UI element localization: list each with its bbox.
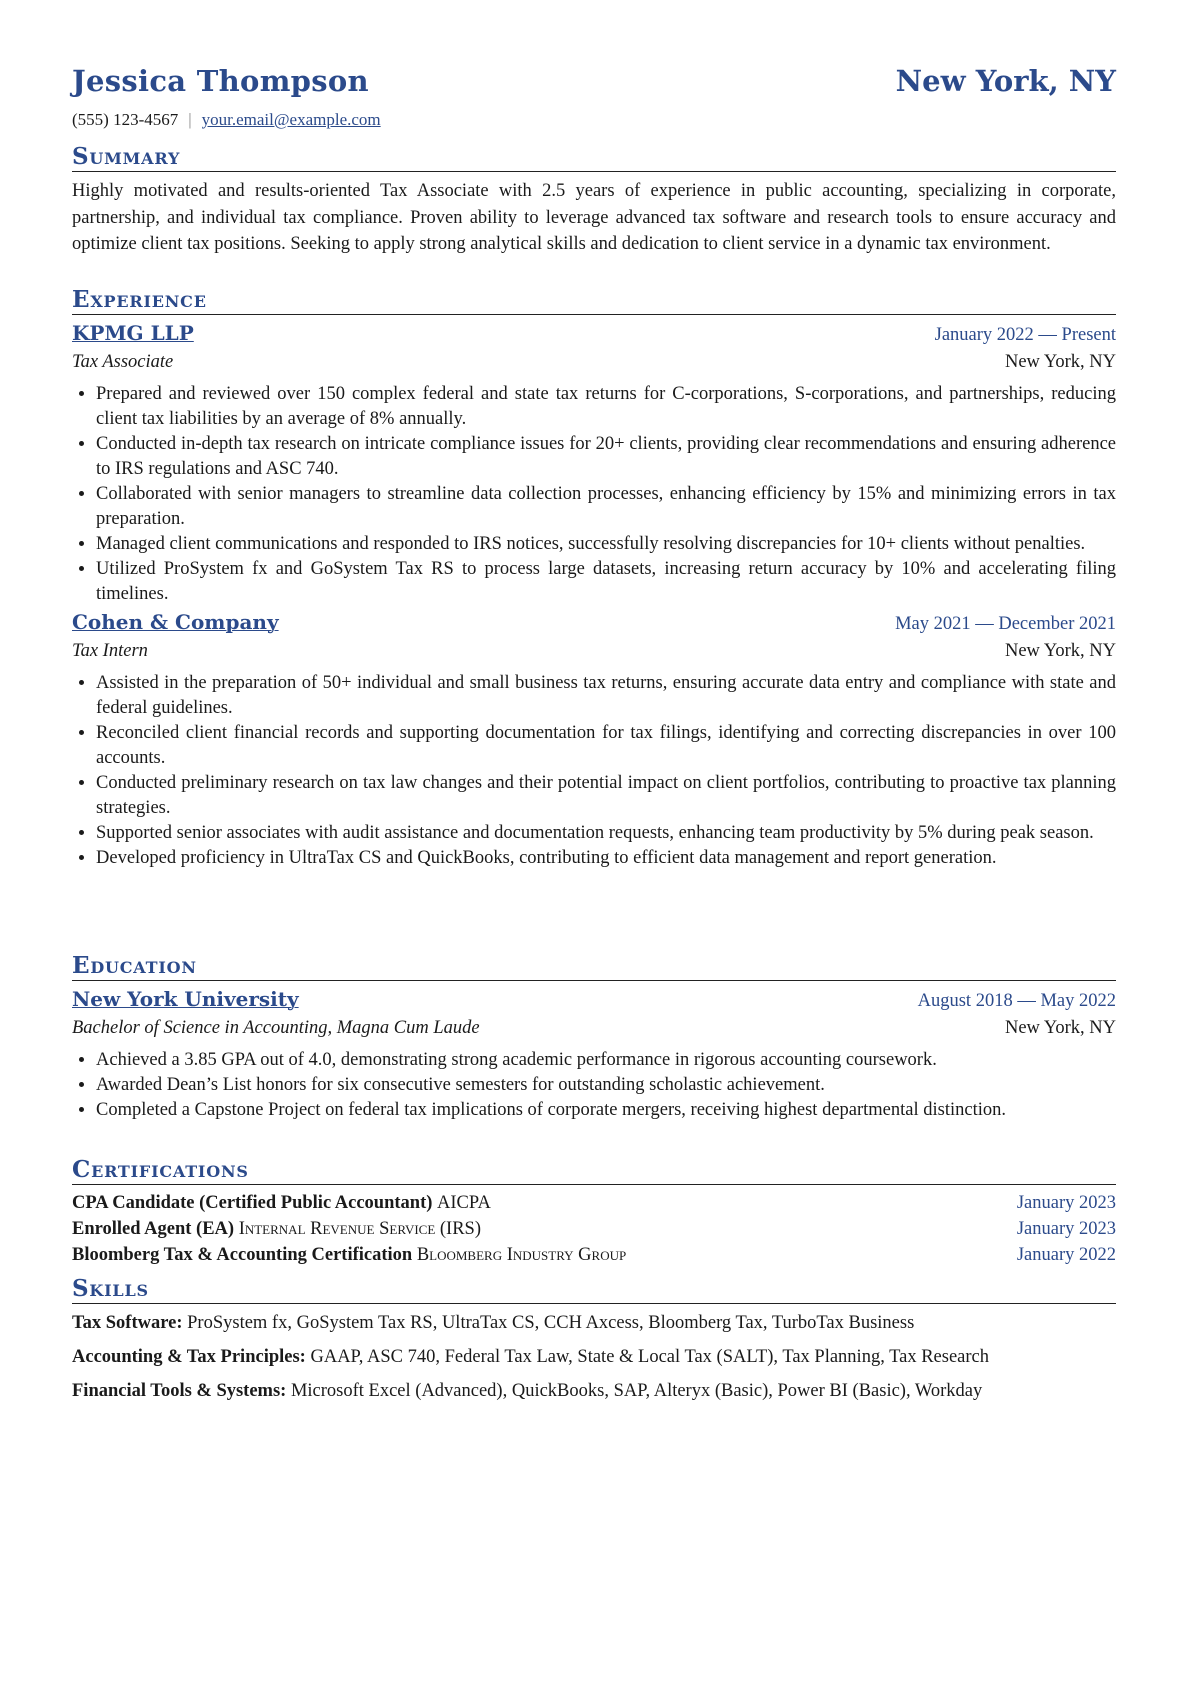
contact-line	[72, 110, 381, 130]
job-dates: January 2022 — Present	[934, 325, 1116, 345]
skill-value: GAAP, ASC 740, Federal Tax Law, State & Local Tax (SALT), Tax Planning, Tax Research	[310, 1347, 990, 1367]
list-item: • Awarded Dean’s List honors for six consecutive semesters for outstanding scholastic achievement.	[96, 1073, 1116, 1098]
skill-value: ProSystem fx, GoSystem Tax RS, UltraTax CS, CCH Axcess, Bloomberg Tax, TurboTax Business	[187, 1313, 915, 1333]
experience-section	[72, 286, 1116, 871]
certification-row	[72, 1216, 1116, 1242]
job-location: New York, NY	[1004, 641, 1116, 661]
email-link[interactable]: your.email@example.com	[201, 110, 381, 129]
list-item: • Conducted in-depth tax research on intricate compliance issues for 20+ clients, providing clear recommendations and ensuring adherence to IRS regulations and ASC 740.	[96, 432, 1116, 482]
job-entry-header	[72, 320, 1116, 376]
list-item: • Reconciled client financial records and supporting documentation for tax filings, identifying and correcting discrepancies in over 100 accounts.	[96, 721, 1116, 771]
job-bullets	[72, 382, 1116, 607]
list-item: • Prepared and reviewed over 150 complex federal and state tax returns for C-corporations, S-corporations, and partnerships, reducing client tax liabilities by an average of 8% annually.	[96, 382, 1116, 432]
certification-name: CPA Candidate (Certified Public Accountant)	[72, 1193, 433, 1213]
job-role: Tax Intern	[72, 641, 148, 661]
certification-row	[72, 1242, 1116, 1268]
degree: Bachelor of Science in Accounting, Magna Cum Laude	[72, 1018, 480, 1038]
certifications-section	[72, 1156, 1116, 1268]
list-item: • Supported senior associates with audit assistance and documentation requests, enhancing team productivity by 5% during peak season.	[96, 821, 1116, 846]
school-link[interactable]: New York University	[72, 987, 299, 1011]
education-dates: August 2018 — May 2022	[917, 991, 1116, 1011]
candidate-name: Jessica Thompson	[72, 64, 369, 98]
education-section	[72, 952, 1116, 1123]
education-location: New York, NY	[1004, 1018, 1116, 1038]
company-link[interactable]: KPMG LLP	[72, 321, 194, 345]
list-item: • Collaborated with senior managers to streamline data collection processes, enhancing efficiency by 15% and minimizing errors in tax preparation.	[96, 482, 1116, 532]
list-item: • Conducted preliminary research on tax law changes and their potential impact on client portfolios, contributing to proactive tax planning strategies.	[96, 771, 1116, 821]
section-title-summary: Summary	[72, 143, 1116, 172]
job-bullets	[72, 671, 1116, 871]
list-item: • Completed a Capstone Project on federal tax implications of corporate mergers, receiving highest departmental distinction.	[96, 1098, 1116, 1123]
section-title-experience: Experience	[72, 286, 1116, 315]
section-title-education: Education	[72, 952, 1116, 981]
list-item: • Assisted in the preparation of 50+ individual and small business tax returns, ensuring accurate data entry and compliance with state and federal guidelines.	[96, 671, 1116, 721]
list-item: • Developed proficiency in UltraTax CS and QuickBooks, contributing to efficient data management and report generation.	[96, 846, 1116, 871]
header-location: New York, NY	[895, 64, 1116, 98]
company-link[interactable]: Cohen & Company	[72, 610, 279, 634]
certification-name: Enrolled Agent (EA)	[72, 1219, 235, 1239]
skill-row	[72, 1311, 1116, 1336]
skill-value: Microsoft Excel (Advanced), QuickBooks, SAP, Alteryx (Basic), Power BI (Basic), Workday	[290, 1381, 983, 1401]
list-item: • Utilized ProSystem fx and GoSystem Tax RS to process large datasets, increasing return accuracy by 10% and accelerating filing timelines.	[96, 557, 1116, 607]
section-title-certifications: Certifications	[72, 1156, 1116, 1185]
job-entry-header	[72, 609, 1116, 665]
skill-label: Accounting & Tax Principles:	[72, 1347, 306, 1367]
skill-row	[72, 1345, 1116, 1370]
list-item: • Managed client communications and responded to IRS notices, successfully resolving discrepancies for 10+ clients without penalties.	[96, 532, 1116, 557]
summary-section	[72, 143, 1116, 258]
certification-issuer: Bloomberg Industry Group	[416, 1245, 627, 1265]
certification-row	[72, 1190, 1116, 1216]
skill-label: Financial Tools & Systems:	[72, 1381, 287, 1401]
job-location: New York, NY	[1004, 352, 1116, 372]
certification-issuer: Internal Revenue Service (IRS)	[238, 1219, 482, 1239]
skill-row	[72, 1379, 1116, 1404]
list-item: • Achieved a 3.85 GPA out of 4.0, demonstrating strong academic performance in rigorous accounting coursework.	[96, 1048, 1116, 1073]
section-title-skills: Skills	[72, 1275, 1116, 1304]
job-role: Tax Associate	[72, 352, 174, 372]
skill-label: Tax Software:	[72, 1313, 183, 1333]
certification-date: January 2023	[1016, 1193, 1116, 1213]
job-dates: May 2021 — December 2021	[895, 614, 1116, 634]
contact-separator: |	[188, 110, 192, 129]
education-bullets	[72, 1048, 1116, 1123]
certification-issuer: AICPA	[437, 1193, 491, 1213]
education-entry-header	[72, 986, 1116, 1042]
certification-date: January 2023	[1016, 1219, 1116, 1239]
skills-section	[72, 1275, 1116, 1404]
certification-name: Bloomberg Tax & Accounting Certification	[72, 1245, 413, 1265]
summary-text: Highly motivated and results-oriented Tax Associate with 2.5 years of experience in public accounting, specializing in corporate, partnership, and individual tax compliance. Proven ability to leverage advanced tax software and research tools to ensure accuracy and optimize client tax positions. Seeking to apply strong analytical skills and dedication to client service in a dynamic tax environment.	[72, 181, 1116, 255]
phone-number: (555) 123-4567	[72, 110, 179, 129]
certification-date: January 2022	[1016, 1245, 1116, 1265]
